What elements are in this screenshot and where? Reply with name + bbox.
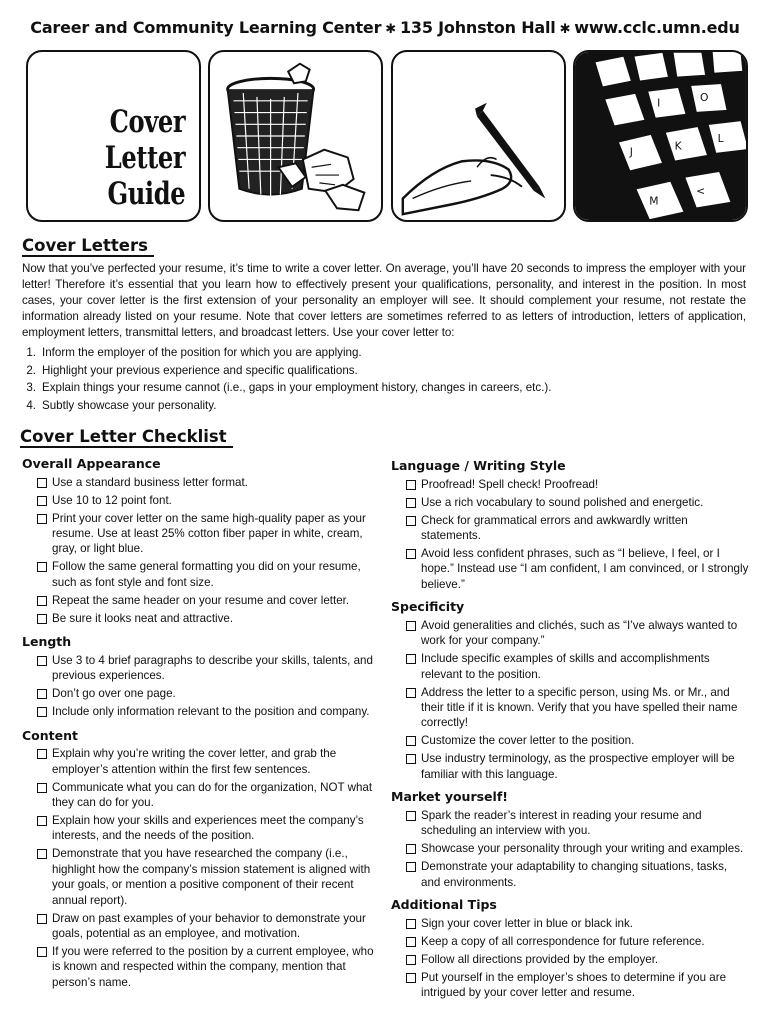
checklist-item-text: Use 3 to 4 brief paragraphs to describe your skills, talents, and previous experiences. [52, 653, 373, 683]
cover-letters-intro: Now that you’ve perfected your resume, it’s time to write a cover letter. On average, you’ll have 20 seconds to impress the employer with your letter! Therefore it’s essential that you learn how to effectively present your qualifications, personality, and interest in the position. In most cases, your cover letter is the first extension of your personality an employer will see. It should complement your resume, not restate the information already listed on your resume. Note that cover letters are sometimes referred to as letters of introduction, letters of application, employment letters, transmittal letters, and broadcast letters. Use your cover letter to: [22, 262, 746, 339]
header-separator-1: ✱ [385, 22, 396, 37]
checklist-item [22, 493, 382, 508]
list-text: Subtly showcase your personality. [42, 398, 217, 412]
banner-panels [26, 50, 748, 222]
specificity-group [391, 599, 749, 782]
list-text: Highlight your previous experience and specific qualifications. [42, 363, 358, 377]
checkbox[interactable] [406, 516, 416, 526]
market-subheading: Market yourself! [391, 789, 508, 805]
checklist-item-text: Follow the same general formatting you did on your resume, such as font style and font size. [52, 560, 361, 589]
checkbox[interactable] [406, 498, 416, 508]
overall-appearance-group [22, 456, 382, 626]
checkbox[interactable] [406, 862, 416, 872]
list-number: 3. [26, 381, 36, 394]
checkbox[interactable] [406, 973, 416, 983]
checklist-item-text: Check for grammatical errors and awkwardly written statements. [421, 513, 688, 542]
checkbox[interactable] [37, 783, 47, 793]
checklist-item-text: Avoid less confident phrases, such as “I believe, I feel, or I hope.” Instead use “I am confident, I am convinced, or I strongly believe.” [421, 547, 749, 591]
checkbox[interactable] [37, 656, 47, 666]
checklist-item [391, 952, 749, 967]
checklist-item-text: Use a rich vocabulary to sound polished and energetic. [421, 495, 704, 509]
checklist-item [391, 808, 749, 839]
checklist-item-text: Explain why you’re writing the cover letter, and grab the employer’s attention within the first few sentences. [52, 747, 337, 776]
svg-text:O: O [700, 90, 709, 104]
checkbox[interactable] [37, 816, 47, 826]
checklist-item [22, 944, 382, 990]
checklist-item [391, 685, 749, 731]
checklist-item-text: Demonstrate your adaptability to changing situations, tasks, and environments. [421, 860, 728, 889]
checklist-left-column [22, 456, 382, 990]
checklist-item [391, 916, 749, 931]
checklist-item-text: Include specific examples of skills and accomplishments relevant to the position. [421, 652, 710, 681]
checklist-item-text: Print your cover letter on the same high-quality paper as your resume. Use at least 25% cotton fiber paper in white, cream, gray, or light blue. [52, 511, 366, 556]
header-separator-2: ✱ [559, 22, 571, 37]
svg-text:<: < [696, 184, 706, 198]
checkbox[interactable] [37, 947, 47, 957]
checkbox[interactable] [37, 707, 47, 717]
checklist-item-text: Sign your cover letter in blue or black ink. [421, 916, 634, 930]
svg-text:L: L [717, 131, 724, 145]
purpose-list-item [22, 362, 746, 380]
page-title [104, 104, 185, 212]
purpose-list [22, 344, 746, 414]
checkbox[interactable] [37, 562, 47, 572]
checklist-item-text: Draw on past examples of your behavior to demonstrate your goals, potential as an employee, and motivation. [52, 911, 366, 941]
list-number: 1. [26, 346, 36, 359]
list-text: Explain things your resume cannot (i.e., gaps in your employment history, changes in careers, etc.). [42, 381, 552, 394]
overall-subheading: Overall Appearance [22, 456, 161, 471]
keyboard-icon [575, 52, 746, 220]
checklist-item [391, 733, 749, 748]
checklist-item [391, 513, 749, 544]
checklist-item [391, 477, 749, 492]
checklist-item-text: Use industry terminology, as the prospective employer will be familiar with this language. [421, 752, 735, 781]
checkbox[interactable] [406, 937, 416, 947]
checklist-item [22, 611, 382, 626]
title-line-2: Letter [104, 140, 185, 176]
checklist-item-text: Include only information relevant to the position and company. [52, 705, 370, 719]
checklist-item [391, 495, 749, 510]
checkbox[interactable] [406, 654, 416, 664]
tips-subheading: Additional Tips [391, 897, 497, 913]
checklist-item [22, 511, 382, 557]
checkbox[interactable] [406, 844, 416, 854]
checklist-item-text: Be sure it looks neat and attractive. [52, 611, 234, 625]
checklist-item [391, 970, 749, 1001]
purpose-list-item [22, 344, 746, 362]
checklist-item-text: Showcase your personality through your writing and examples. [421, 842, 744, 856]
pen-hand-icon [393, 52, 564, 220]
checkbox[interactable] [406, 736, 416, 746]
checkbox[interactable] [37, 596, 47, 606]
checklist-item-text: Follow all directions provided by the employer. [421, 952, 659, 966]
checklist-item [22, 780, 382, 811]
language-subheading: Language / Writing Style [391, 458, 566, 473]
pen-hand-image [391, 50, 566, 222]
purpose-list-item [22, 379, 746, 397]
checkbox[interactable] [37, 914, 47, 924]
checkbox[interactable] [406, 754, 416, 764]
checklist-item [22, 653, 382, 684]
checkbox[interactable] [406, 955, 416, 965]
checklist-item-text: Keep a copy of all correspondence for future reference. [421, 934, 705, 948]
length-subheading: Length [22, 634, 72, 650]
list-text: Inform the employer of the position for which you are applying. [42, 346, 362, 359]
svg-text:I: I [657, 96, 661, 110]
checklist-item [22, 846, 382, 908]
keyboard-image [573, 50, 748, 222]
checklist-item-text: Communicate what you can do for the organization, NOT what they can do for you. [52, 780, 373, 810]
market-group [391, 789, 749, 890]
checklist-item [22, 746, 382, 777]
checklist-heading: Cover Letter Checklist [20, 428, 233, 448]
title-line-3: Guide [107, 176, 185, 212]
checklist-item [22, 813, 382, 844]
checklist-item [22, 593, 382, 608]
checklist-item [22, 475, 382, 490]
checklist-item-text: Use 10 to 12 point font. [52, 493, 172, 507]
checkbox[interactable] [406, 549, 416, 559]
checkbox[interactable] [37, 689, 47, 699]
checklist-right-column [391, 458, 749, 1000]
title-panel [26, 50, 201, 222]
checklist-item-text: Customize the cover letter to the position. [421, 734, 635, 748]
checklist-item-text: Use a standard business letter format. [52, 475, 248, 489]
checklist-item [22, 559, 382, 590]
checklist-item [22, 704, 382, 719]
wastebasket-image [208, 50, 383, 222]
list-number: 4. [26, 398, 36, 412]
header-url[interactable]: www.cclc.umn.edu [574, 18, 740, 37]
checkbox[interactable] [37, 614, 47, 624]
checkbox[interactable] [37, 496, 47, 506]
checkbox[interactable] [37, 514, 47, 524]
checklist-item-text: Spark the reader’s interest in reading your resume and scheduling an interview with you. [421, 808, 702, 838]
checkbox[interactable] [406, 480, 416, 490]
checklist-item-text: Proofread! Spell check! Proofread! [421, 477, 599, 491]
checklist-item-text: Don’t go over one page. [52, 687, 176, 701]
checklist-item-text: Put yourself in the employer’s shoes to determine if you are intrigued by your cover letter and resume. [421, 970, 727, 1000]
checklist-item [391, 546, 749, 592]
checklist-item [391, 934, 749, 949]
checklist-item-text: Address the letter to a specific person, using Ms. or Mr., and their title if it is known. Verify that you have spelled their name correctly! [421, 685, 738, 730]
length-group [22, 634, 382, 719]
checklist-item [391, 859, 749, 890]
header-center-name: Career and Community Learning Center [30, 18, 382, 37]
checkbox[interactable] [37, 749, 47, 759]
checkbox[interactable] [37, 478, 47, 488]
specificity-subheading: Specificity [391, 599, 465, 615]
checklist-item-text: Avoid generalities and clichés, such as “I’ve always wanted to work for your company.” [421, 618, 738, 648]
svg-text:P: P [731, 86, 738, 100]
checklist-item [22, 686, 382, 701]
additional-tips-group [391, 897, 749, 1000]
checklist-item-text: Repeat the same header on your resume and cover letter. [52, 593, 350, 607]
checklist-item-text: Explain how your skills and experiences meet the company’s interests, and the needs of the position. [52, 814, 364, 843]
svg-text:J: J [629, 145, 633, 159]
wastebasket-icon [210, 52, 381, 220]
checklist-item [391, 618, 749, 649]
header-address: 135 Johnston Hall [399, 18, 556, 37]
checkbox[interactable] [406, 621, 416, 631]
content-subheading: Content [22, 727, 78, 743]
language-group [391, 458, 749, 592]
checkbox[interactable] [406, 919, 416, 929]
checklist-item [391, 651, 749, 682]
checklist-item [391, 751, 749, 782]
checklist-item-text: Demonstrate that you have researched the company (i.e., highlight how the company’s mission statement is aligned with your goals, or mention a positive component of their recent annual report). [52, 847, 371, 907]
checklist-item-text: If you were referred to the position by a current employee, who is known and respected within the company, mention that person’s name. [52, 945, 374, 989]
checklist-item [22, 911, 382, 942]
title-line-1: Cover [109, 104, 185, 140]
page-header [0, 18, 770, 37]
checkbox[interactable] [37, 849, 47, 859]
checkbox[interactable] [406, 811, 416, 821]
purpose-list-item [22, 397, 746, 415]
svg-text:K: K [674, 139, 682, 153]
content-group [22, 728, 382, 991]
checklist-item [391, 841, 749, 856]
checkbox[interactable] [406, 688, 416, 698]
cover-letters-heading: Cover Letters [22, 237, 154, 257]
list-number: 2. [26, 363, 36, 377]
svg-text:M: M [649, 194, 659, 208]
